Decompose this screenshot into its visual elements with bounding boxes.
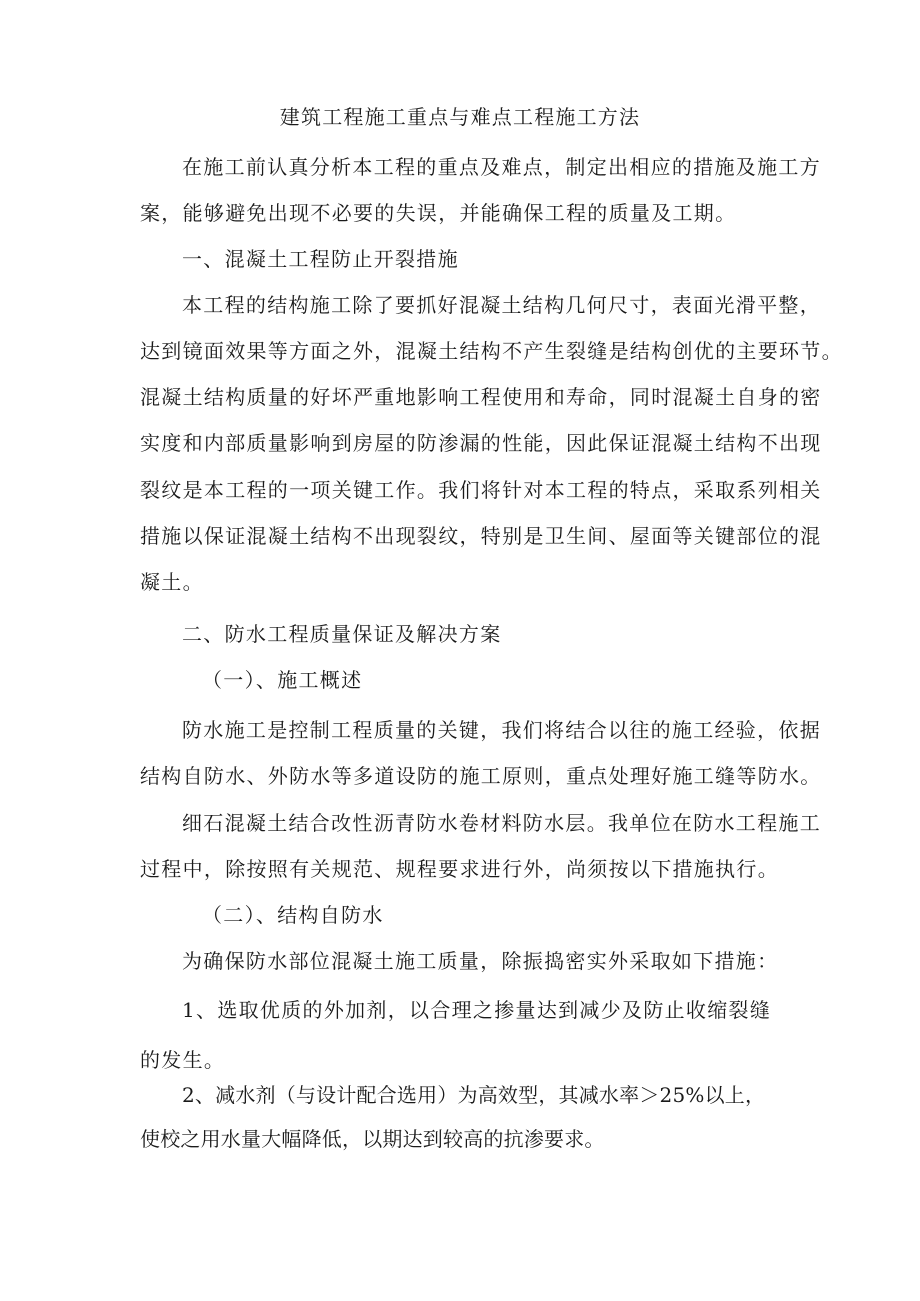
sub2-intro: 为确保防水部位混凝土施工质量，除振捣密实外采取如下措施： — [182, 949, 779, 973]
section1-line-7: 凝土。 — [140, 570, 204, 594]
section1-line-3: 混凝土结构质量的好坏严重地影响工程使用和寿命，同时混凝土自身的密 — [140, 385, 822, 409]
item2-line-1: 2、减水剂（与设计配合选用）为高效型，其减水率＞25%以上， — [182, 1083, 766, 1107]
sub2-heading: （二）、结构自防水 — [202, 903, 384, 927]
section1-line-5: 裂纹是本工程的一项关键工作。我们将针对本工程的特点，采取系列相关 — [140, 478, 822, 502]
section1-line-2: 达到镜面效果等方面之外，混凝土结构不产生裂缝是结构创优的主要环节。 — [140, 339, 843, 363]
sub1-para1-line-1: 防水施工是控制工程质量的关键，我们将结合以往的施工经验，依据 — [182, 718, 821, 742]
item1-line-2: 的发生。 — [140, 1048, 226, 1072]
section1-heading: 一、混凝土工程防止开裂措施 — [182, 247, 459, 271]
intro-line-1: 在施工前认真分析本工程的重点及难点，制定出相应的措施及施工方 — [182, 155, 821, 179]
document-title: 建筑工程施工重点与难点工程施工方法 — [279, 105, 641, 129]
section1-line-6: 措施以保证混凝土结构不出现裂纹，特别是卫生间、屋面等关键部位的混 — [140, 524, 822, 548]
section1-line-4: 实度和内部质量影响到房屋的防渗漏的性能，因此保证混凝土结构不出现 — [140, 431, 822, 455]
intro-line-2: 案，能够避免出现不必要的失误，并能确保工程的质量及工期。 — [140, 201, 737, 225]
sub1-para1-line-2: 结构自防水、外防水等多道设防的施工原则，重点处理好施工缝等防水。 — [140, 764, 822, 788]
sub1-heading: （一）、施工概述 — [202, 668, 363, 692]
section2-heading: 二、防水工程质量保证及解决方案 — [182, 622, 502, 646]
sub1-para2-line-1: 细石混凝土结合改性沥青防水卷材料防水层。我单位在防水工程施工 — [182, 811, 821, 835]
item2-line-2: 使校之用水量大幅降低，以期达到较高的抗渗要求。 — [140, 1127, 605, 1151]
sub1-para2-line-2: 过程中，除按照有关规范、规程要求进行外，尚须按以下措施执行。 — [140, 857, 779, 881]
section1-line-1: 本工程的结构施工除了要抓好混凝土结构几何尺寸，表面光滑平整， — [182, 293, 821, 317]
item1-line-1: 1、选取优质的外加剂，以合理之掺量达到减少及防止收缩裂缝 — [182, 998, 772, 1022]
